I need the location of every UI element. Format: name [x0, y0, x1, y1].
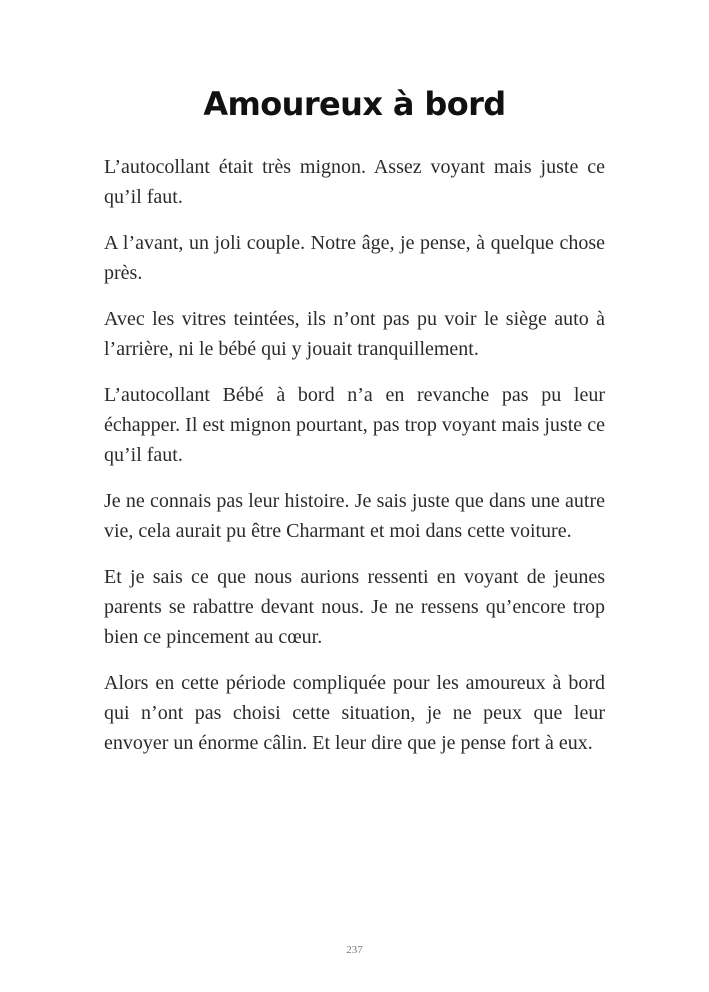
chapter-body [104, 152, 605, 774]
paragraph: Et je sais ce que nous aurions ressenti en voyant de jeunes parents se rabattre devant nous. Je ne ressens qu’encore trop bien ce pincement au cœur. [104, 566, 605, 648]
paragraph: A l’avant, un joli couple. Notre âge, je pense, à quelque chose près. [104, 232, 605, 284]
paragraph: Je ne connais pas leur histoire. Je sais juste que dans une autre vie, cela aurait pu être Charmant et moi dans cette voiture. [104, 490, 605, 542]
page-number: 237 [346, 944, 363, 956]
chapter-title: Amoureux à bord [203, 85, 506, 123]
paragraph: L’autocollant était très mignon. Assez voyant mais juste ce qu’il faut. [104, 156, 605, 208]
paragraph: Avec les vitres teintées, ils n’ont pas pu voir le siège auto à l’arrière, ni le bébé qui y jouait tranquillement. [104, 308, 605, 360]
paragraph: L’autocollant Bébé à bord n’a en revanche pas pu leur échapper. Il est mignon pourtant, pas trop voyant mais juste ce qu’il faut. [104, 384, 605, 466]
paragraph: Alors en cette période compliquée pour les amoureux à bord qui n’ont pas choisi cette situation, je ne peux que leur envoyer un énorme câlin. Et leur dire que je pense fort à eux. [104, 672, 605, 754]
